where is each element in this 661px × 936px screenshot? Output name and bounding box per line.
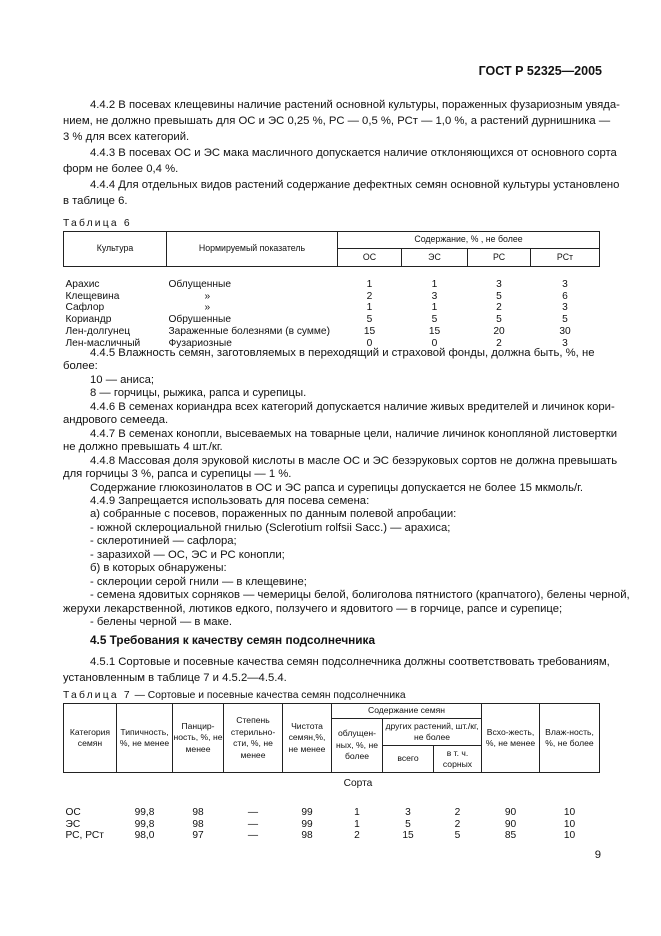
text-line: 4.5.1 Сортовые и посевные качества семян подсолнечника должны соответствовать требованиям,	[90, 656, 610, 668]
cell-value: 3	[496, 278, 502, 290]
col-header-rst: РСт	[531, 249, 600, 267]
cell-crop: Лен-масличный	[65, 337, 141, 349]
col-header-content: Содержание, % , не более	[338, 232, 600, 249]
col-header-crop: Культура	[64, 232, 167, 267]
cell-value: 5	[431, 314, 438, 326]
text-line: 4.4.3 В посевах ОС и ЭС мака масличного допускается наличие отклоняющихся от основного сорта	[90, 147, 617, 159]
table-row	[64, 291, 600, 303]
table-row	[64, 302, 600, 314]
cell-value: 90	[504, 818, 517, 830]
text-line: для горчицы 3 %, рапса и сурепицы — 1 %.	[63, 468, 292, 480]
cell-indicator: »	[204, 302, 211, 314]
cell-value: 3	[562, 302, 568, 314]
cell-value: 98	[192, 818, 204, 830]
cell-value: 1	[354, 818, 360, 830]
text-line: в таблице 6.	[63, 195, 128, 207]
cell-value: 99,8	[134, 806, 155, 818]
cell-value: 15	[363, 325, 376, 337]
col-header-germination: Всхо-жесть, %, не менее	[482, 704, 540, 773]
cell-value: 3	[562, 337, 568, 349]
cell-value: 99	[301, 818, 313, 830]
cell-value: 3	[405, 806, 411, 818]
table-row	[64, 807, 600, 819]
table-row	[64, 819, 600, 831]
cell-crop: Сафлор	[65, 302, 105, 314]
cell-category: ОС	[65, 806, 81, 818]
text-line: Содержание глюкозинолатов в ОС и ЭС рапса и сурепицы допускается не более 15 мкмоль/г.	[90, 482, 584, 494]
cell-value: 98,0	[134, 830, 155, 842]
cell-value: 2	[454, 818, 461, 830]
text-line: форм не более 0,4 %.	[63, 163, 179, 175]
cell-value: 2	[454, 806, 461, 818]
text-line: - склероции серой гнили — в клещевине;	[90, 576, 307, 588]
cell-indicator: Зараженные болезнями (в сумме)	[168, 325, 330, 337]
cell-value: 90	[504, 806, 517, 818]
cell-value: 1	[431, 278, 438, 290]
cell-value: 5	[405, 818, 411, 830]
cell-value: 2	[354, 830, 360, 842]
cell-value: 3	[562, 278, 568, 290]
text-line: - заразихой — ОС, ЭС и РС конопли;	[90, 549, 285, 561]
text-line: 4.4.7 В семенах конопли, высеваемых на товарные цели, наличие личинок конопляной листовертки	[90, 428, 618, 440]
cell-value: —	[247, 818, 259, 830]
table-row	[64, 314, 600, 326]
cell-value: —	[247, 806, 259, 818]
col-header-dehulled: облущен-ных, %, не более	[332, 719, 383, 773]
col-header-content: Содержание семян	[332, 704, 482, 719]
text-line: - склеротинией — сафлора;	[90, 535, 237, 547]
text-line: андрового семееда.	[63, 414, 169, 426]
cell-value: 99,8	[134, 818, 155, 830]
text-line: 10 — аниса;	[90, 374, 155, 386]
table-6-caption	[63, 218, 132, 229]
cell-value: 1	[366, 278, 373, 290]
table-row	[64, 279, 600, 291]
text-line: 4.4.5 Влажность семян, заготовляемых в переходящий и страховой фонды, должна быть, %, не	[90, 347, 595, 359]
col-header-other-plants: других растений, шт./кг, не более	[383, 719, 482, 746]
col-header-sterility: Степень стерильно-сти, %, не менее	[224, 704, 283, 773]
cell-value: 99	[301, 806, 313, 818]
cell-value: 2	[496, 337, 502, 349]
col-header-total: всего	[383, 746, 434, 773]
text-line: - южной склероциальной гнилью (Sclerotium rolfsii Sacc.) — арахиса;	[90, 522, 451, 534]
table-7-caption-label: Таблица 7	[63, 690, 132, 701]
cell-value: 30	[559, 325, 571, 337]
page-number: 9	[594, 849, 601, 861]
cell-value: 1	[431, 302, 438, 314]
text-line: 4.4.9 Запрещается использовать для посева семена:	[90, 495, 370, 507]
text-line: - белены черной — в маке.	[90, 616, 233, 628]
cell-value: 15	[402, 830, 414, 842]
section-title: 4.5 Требования к качеству семян подсолнечника	[90, 633, 376, 647]
cell-indicator: Фузариозные	[168, 337, 232, 349]
text-line: установленным в таблице 7 и 4.5.2—4.5.4.	[63, 672, 287, 684]
cell-crop: Лен-долгунец	[65, 325, 131, 337]
col-header-category: Категория семян	[64, 704, 117, 773]
col-header-moisture: Влаж-ность, %, не более	[540, 704, 600, 773]
col-header-os: ОС	[338, 249, 402, 267]
cell-value: 5	[366, 314, 373, 326]
cell-crop: Кориандр	[65, 314, 112, 326]
table-7-caption	[63, 690, 406, 701]
document-id: ГОСТ Р 52325—2005	[478, 64, 602, 78]
cell-indicator: Обрушенные	[168, 314, 231, 326]
cell-category: ЭС	[65, 818, 81, 830]
cell-value: —	[247, 830, 259, 842]
text-line: 3 % для всех категорий.	[63, 131, 190, 143]
cell-value: 85	[504, 830, 517, 842]
text-line: - семена ядовитых сорняков — чемерицы белой, болиголова пятнистого (крапчатого), белены черной,	[90, 589, 630, 601]
text-line: жерухи лекарственной, лютиков едкого, ползучего и ядовитого — в горчице, рапсе и сурепице;	[63, 603, 563, 615]
table-6	[63, 231, 600, 350]
cell-value: 0	[431, 337, 438, 349]
cell-crop: Арахис	[65, 278, 100, 290]
col-header-armored: Панцир-ность, %, не менее	[173, 704, 224, 773]
cell-value: 2	[496, 302, 502, 314]
cell-value: 0	[366, 337, 373, 349]
text-line: б) в которых обнаружены:	[90, 562, 227, 574]
cell-value: 98	[192, 806, 204, 818]
col-header-purity: Чистота семян,%, не менее	[283, 704, 332, 773]
table-row	[64, 326, 600, 338]
cell-indicator: »	[204, 290, 211, 302]
text-line: а) собранные с посевов, пораженных по данным полевой апробации:	[90, 508, 457, 520]
text-line: 4.4.4 Для отдельных видов растений содержание дефектных семян основной культуры установлено	[90, 179, 620, 191]
text-line: более:	[63, 360, 98, 372]
cell-indicator: Облущенные	[168, 278, 232, 290]
cell-value: 3	[431, 290, 438, 302]
cell-value: 10	[563, 806, 576, 818]
cell-value: 5	[496, 314, 502, 326]
cell-value: 6	[562, 290, 568, 302]
col-header-rs: РС	[468, 249, 531, 267]
cell-value: 1	[366, 302, 373, 314]
cell-value: 2	[366, 290, 373, 302]
table-row	[64, 830, 600, 842]
cell-value: 10	[563, 830, 576, 842]
cell-value: 5	[562, 314, 568, 326]
cell-value: 1	[354, 806, 360, 818]
text-line: нием, не должно превышать для ОС и ЭС 0,25 %, РС — 0,5 %, РСт — 1,0 %, а растений дурнишника —	[63, 115, 611, 127]
col-header-indicator: Нормируемый показатель	[167, 232, 338, 267]
table-7	[63, 703, 600, 842]
table-6-caption-label: Таблица 6	[63, 218, 132, 229]
cell-value: 5	[496, 290, 502, 302]
cell-crop: Клещевина	[65, 290, 120, 302]
text-line: 8 — горчицы, рыжика, рапса и сурепицы.	[90, 387, 307, 399]
col-header-es: ЭС	[402, 249, 468, 267]
cell-value: 15	[428, 325, 441, 337]
text-line: не должно превышать 4 шт./кг.	[63, 441, 223, 453]
cell-value: 97	[192, 830, 204, 842]
col-header-typicality: Типичность, %, не менее	[117, 704, 173, 773]
cell-value: 10	[563, 818, 576, 830]
text-line: 4.4.6 В семенах кориандра всех категорий допускается наличие живых вредителей и личинок кори-	[90, 401, 615, 413]
cell-value: 98	[301, 830, 313, 842]
cell-value: 5	[454, 830, 461, 842]
col-header-incl-weeds: в т. ч. сорных	[434, 746, 482, 773]
table-7-caption-text: — Сортовые и посевные качества семян подсолнечника	[131, 690, 406, 701]
text-line: 4.4.8 Массовая доля эруковой кислоты в масле ОС и ЭС безэруковых сортов не должна превышать	[90, 455, 618, 467]
text-line: 4.4.2 В посевах клещевины наличие растений основной культуры, пораженных фузариозным увяда-	[90, 99, 620, 111]
table-subheading: Сорта	[343, 778, 373, 790]
cell-category: РС, РСт	[65, 830, 104, 842]
cell-value: 20	[493, 325, 505, 337]
